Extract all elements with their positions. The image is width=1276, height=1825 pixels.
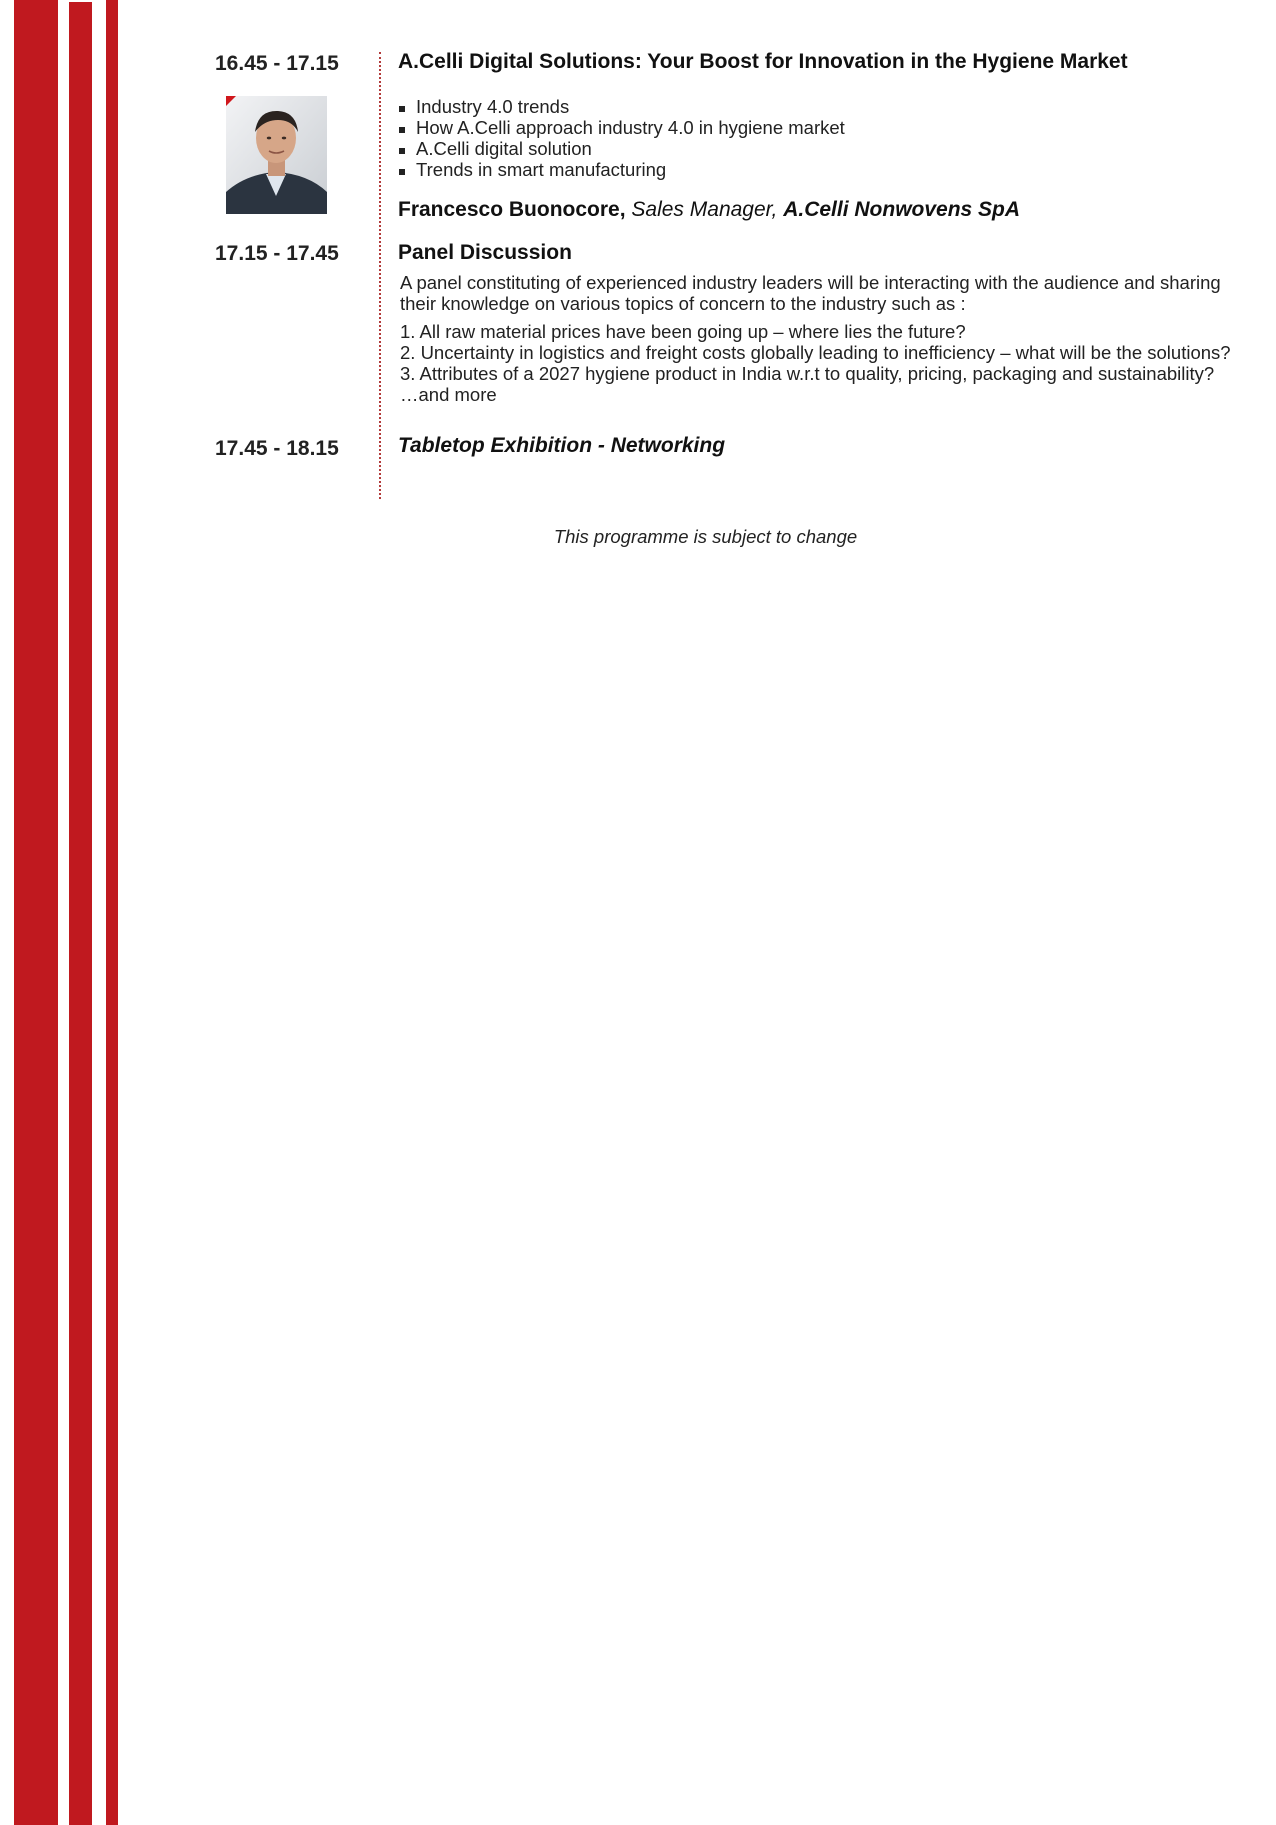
topic-list	[398, 96, 845, 180]
panel-description: A panel constituting of experienced industry leaders will be interacting with the audience and sharing their knowledge on various topics of concern to the industry such as :	[400, 272, 1221, 314]
session-block	[398, 241, 1258, 405]
timeline-divider	[379, 52, 381, 499]
session-title: A.Celli Digital Solutions: Your Boost for Innovation in the Hygiene Market	[398, 50, 1128, 73]
speaker-portrait-icon	[226, 96, 327, 214]
session-block	[398, 50, 1258, 221]
list-item: A.Celli digital solution	[398, 138, 845, 159]
list-item: 2. Uncertainty in logistics and freight costs globally leading to inefficiency – what will be the solutions?	[400, 342, 1231, 363]
panel-questions	[400, 321, 1276, 405]
session-time: 17.15 - 17.45	[215, 242, 339, 265]
footer-note: This programme is subject to change	[553, 526, 858, 547]
list-item: Industry 4.0 trends	[398, 96, 845, 117]
photo-corner-mark	[226, 96, 236, 106]
left-red-stripe-middle	[69, 2, 92, 1825]
session-title: Tabletop Exhibition - Networking	[398, 434, 726, 457]
speaker-photo	[226, 96, 327, 214]
speaker-name: Francesco Buonocore,	[398, 198, 626, 221]
speaker-role: Sales Manager,	[631, 198, 778, 221]
left-red-stripe-thin	[106, 0, 118, 1825]
left-red-stripe-wide	[14, 0, 58, 1825]
speaker-organization: A.Celli Nonwovens SpA	[783, 198, 1021, 221]
session-time: 17.45 - 18.15	[215, 437, 339, 460]
list-item: 1. All raw material prices have been going up – where lies the future?	[400, 321, 966, 342]
list-item: How A.Celli approach industry 4.0 in hygiene market	[398, 117, 845, 138]
session-title: Panel Discussion	[398, 241, 572, 264]
speaker-line	[398, 198, 1020, 222]
list-item: Trends in smart manufacturing	[398, 159, 845, 180]
list-item: 3. Attributes of a 2027 hygiene product in India w.r.t to quality, pricing, packaging and sustainability?	[400, 363, 1215, 384]
session-time: 16.45 - 17.15	[215, 52, 339, 75]
list-item: …and more	[400, 384, 497, 405]
session-block	[398, 434, 1258, 458]
